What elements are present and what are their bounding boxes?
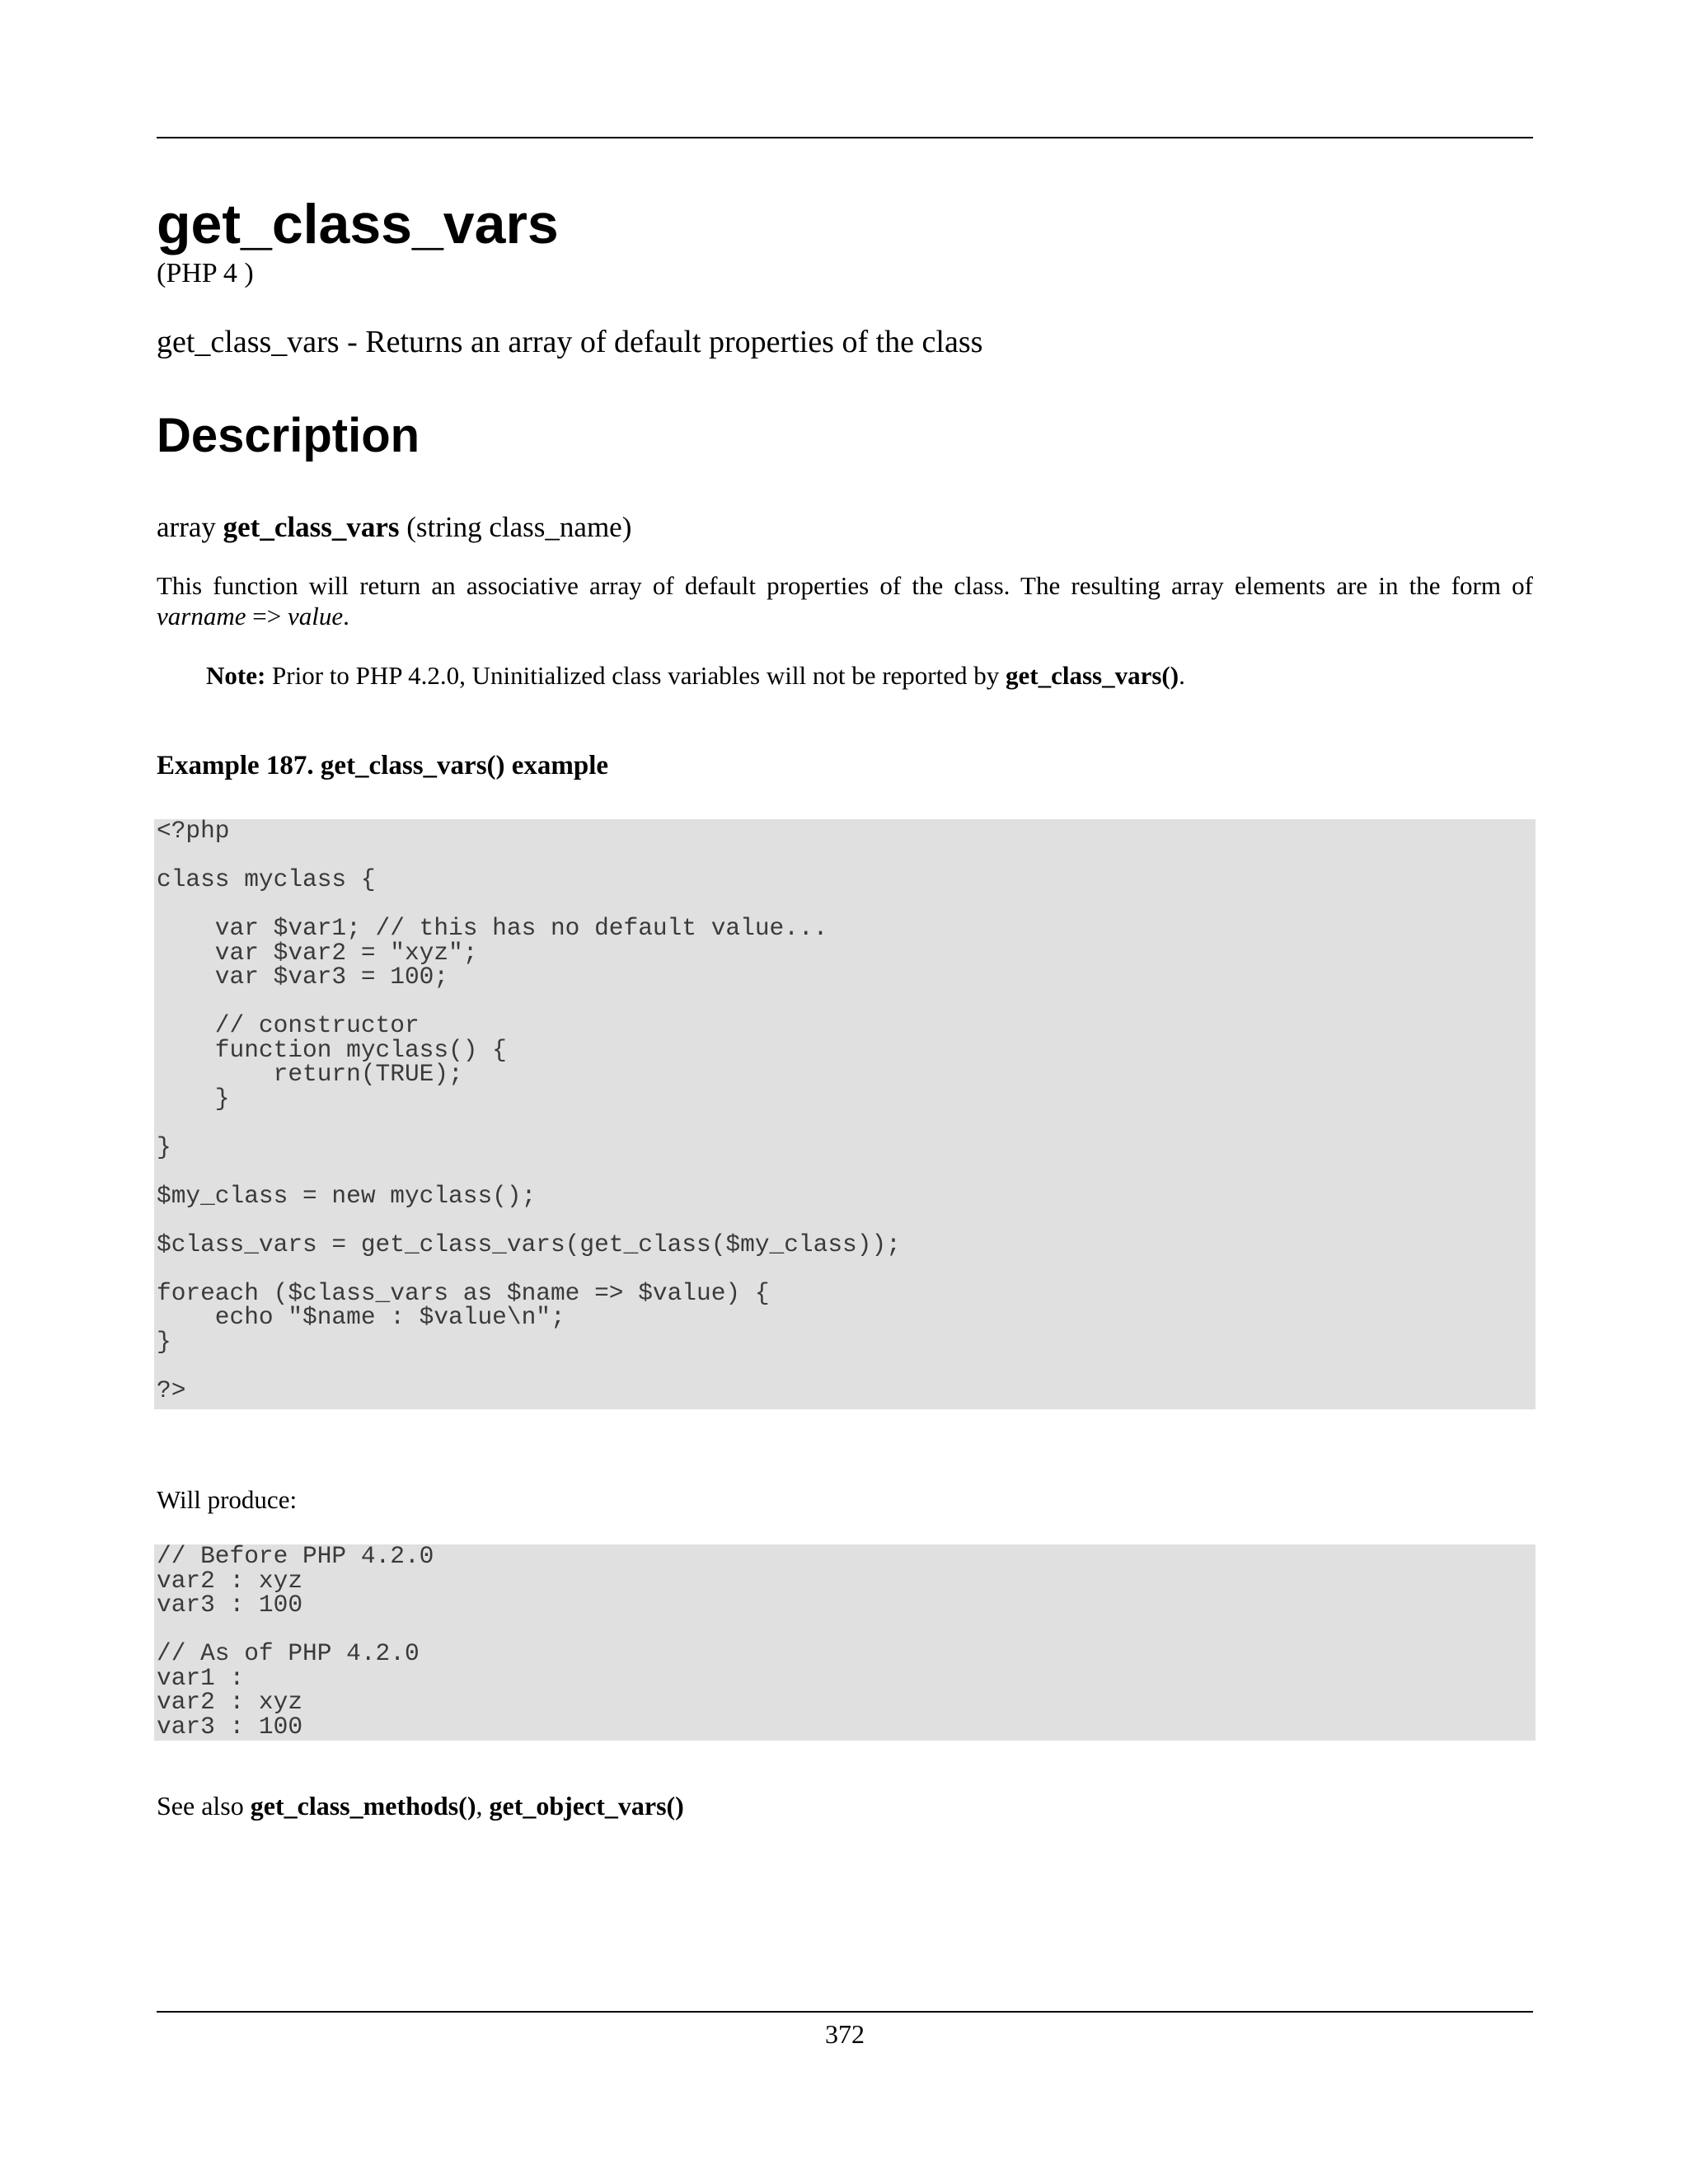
code-line: } [157, 1084, 230, 1113]
return-type: array [157, 511, 216, 543]
code-line: // constructor [157, 1011, 420, 1039]
code-line: var $var3 = 100; [157, 963, 449, 991]
function-synopsis [157, 509, 631, 546]
top-rule [157, 137, 1533, 138]
code-line: var $var2 = "xyz"; [157, 938, 478, 967]
code-line: $class_vars = get_class_vars(get_class($my_class)); [157, 1230, 901, 1258]
page-number: 372 [825, 2019, 865, 2049]
code-example-block [154, 819, 1536, 1409]
description-heading: Description [157, 409, 420, 462]
code-line: foreach ($class_vars as $name => $value) { [157, 1278, 770, 1307]
code-line [154, 1111, 1536, 1136]
varname-term: varname [157, 602, 246, 630]
code-line: } [157, 1132, 171, 1161]
output-line: var1 : [157, 1663, 245, 1692]
function-params: (string class_name) [406, 511, 632, 543]
description-paragraph: This function will return an associative array of default properties of the class. The resulting array elements are in the form of varname => value. [157, 571, 1533, 630]
code-line [154, 1160, 1536, 1184]
code-line: $my_class = new myclass(); [157, 1181, 537, 1210]
output-line: var3 : 100 [157, 1712, 303, 1741]
output-line [154, 1618, 1536, 1643]
output-line: var3 : 100 [157, 1591, 303, 1619]
code-line [154, 1257, 1536, 1282]
code-line: class myclass { [157, 865, 376, 893]
code-line [154, 990, 1536, 1015]
document-page [157, 0, 1533, 2184]
note-label: Note: [206, 661, 266, 690]
code-line: var $var1; // this has no default value... [157, 914, 828, 942]
note: Note: Prior to PHP 4.2.0, Uninitialized class variables will not be reported by get_class_vars(). [206, 661, 1185, 690]
bottom-rule [157, 2011, 1533, 2013]
function-name: get_class_vars [223, 511, 400, 543]
see-also-link-get-object-vars[interactable]: get_object_vars() [489, 1791, 684, 1821]
php-version: (PHP 4 ) [157, 258, 254, 288]
see-also: See also get_class_methods(), get_object_vars() [157, 1791, 684, 1821]
code-output-block [154, 1544, 1536, 1741]
value-term: value [287, 602, 344, 630]
see-also-link-get-class-methods[interactable]: get_class_methods() [250, 1791, 476, 1821]
note-function-link[interactable]: get_class_vars() [1006, 661, 1179, 690]
code-line: <?php [157, 817, 230, 845]
code-line: function myclass() { [157, 1035, 507, 1064]
will-produce-label: Will produce: [157, 1485, 298, 1514]
output-line: // As of PHP 4.2.0 [157, 1639, 420, 1667]
output-line: var2 : xyz [157, 1688, 303, 1716]
example-title: Example 187. get_class_vars() example [157, 751, 609, 780]
code-line [154, 844, 1536, 869]
output-line: // Before PHP 4.2.0 [157, 1542, 434, 1570]
page-title: get_class_vars [157, 193, 559, 255]
output-line: var2 : xyz [157, 1566, 303, 1595]
code-line: ?> [157, 1376, 186, 1404]
ref-purpose: get_class_vars - Returns an array of default properties of the class [157, 325, 983, 359]
code-line [154, 1354, 1536, 1379]
code-line [154, 893, 1536, 917]
code-line [154, 1208, 1536, 1233]
code-line: echo "$name : $value\n"; [157, 1303, 565, 1331]
code-line: } [157, 1327, 171, 1356]
code-line: return(TRUE); [157, 1060, 463, 1088]
